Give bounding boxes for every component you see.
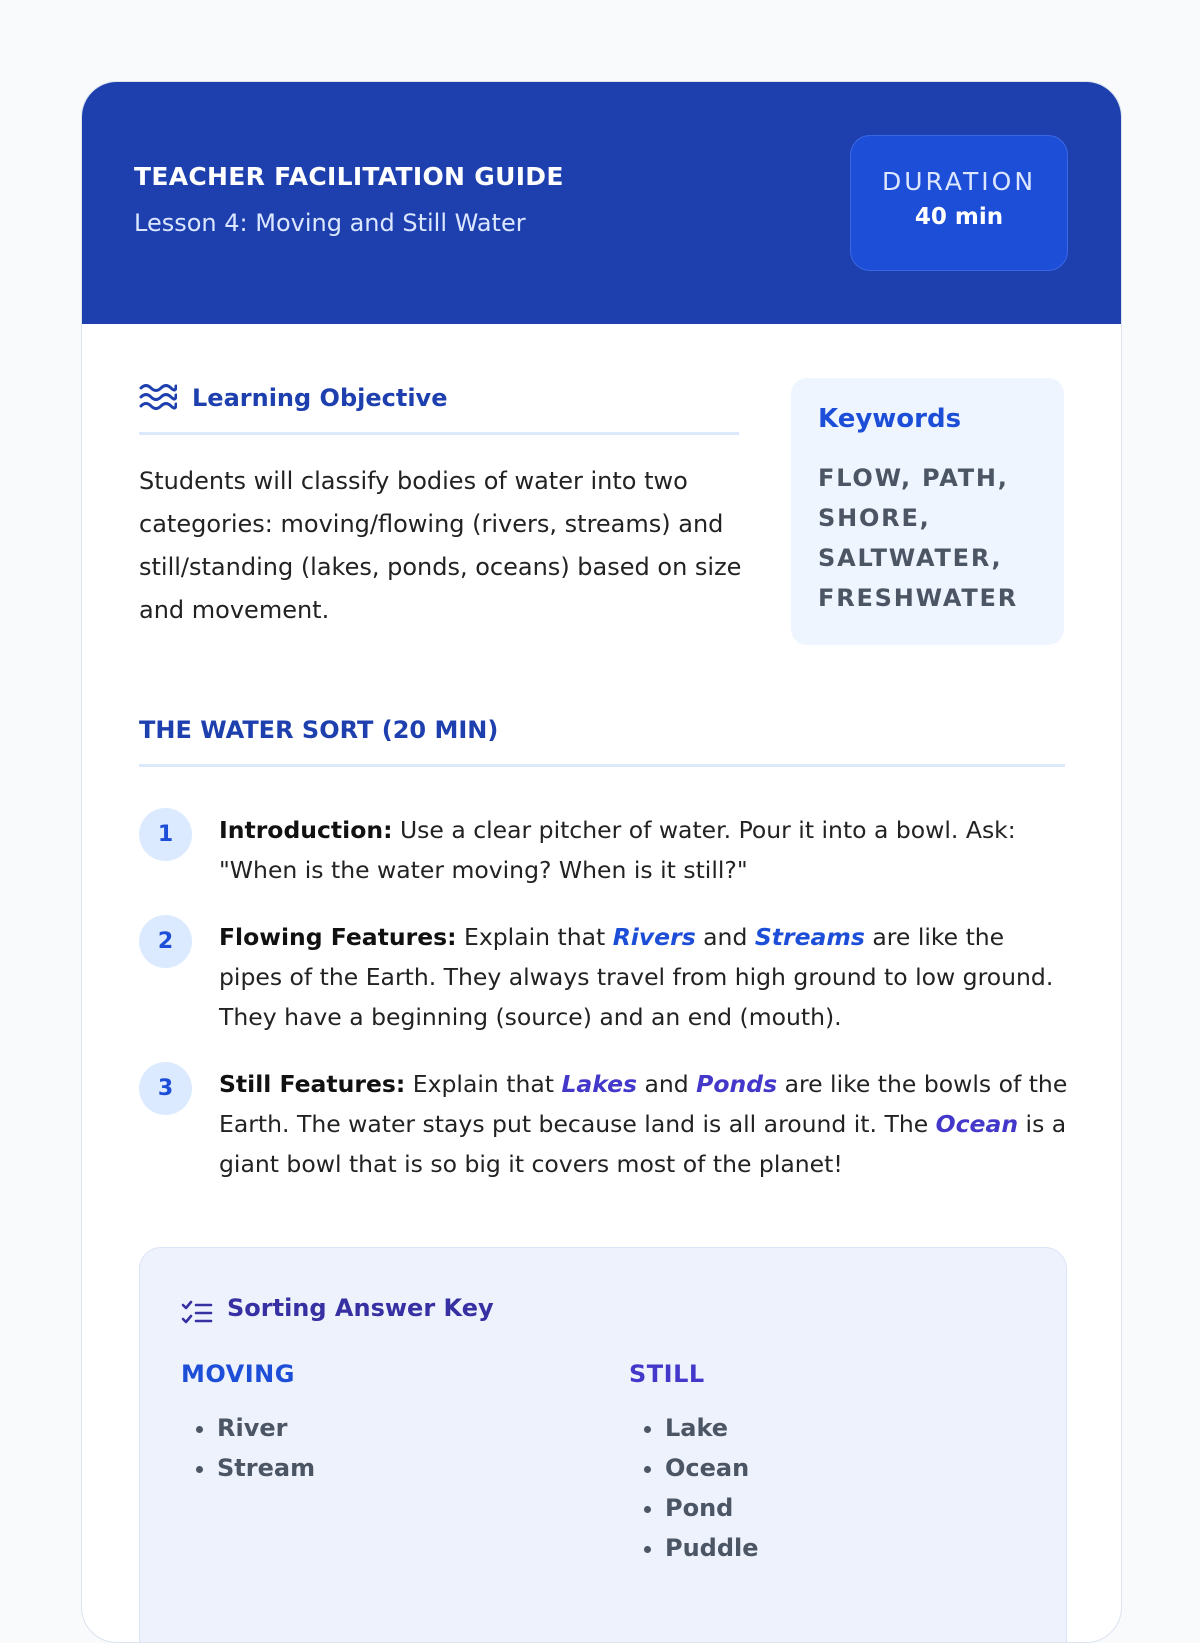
step-label: Flowing Features: [219,923,457,951]
keywords-list: FLOW, PATH, SHORE, SALTWATER, FRESHWATER [818,464,1018,612]
answer-key-title: Sorting Answer Key [227,1294,494,1322]
term-ponds: Ponds [696,1070,778,1098]
answer-key-box [139,1247,1067,1643]
keywords-title: Keywords [818,404,962,434]
step-body: and [695,923,755,951]
step-text [219,810,1069,890]
duration-badge [850,135,1068,271]
step-body: are like the pipes of the Earth. They always travel from high ground to low ground. They have a beginning (source) and an end (mouth). [219,923,1054,1031]
step-number-badge: 3 [139,1062,192,1115]
step-body: Explain that [456,923,613,951]
term-streams: Streams [754,923,865,951]
list-item: • Lake [665,1408,759,1448]
moving-list [181,1408,315,1488]
step-text [219,1064,1069,1184]
still-column [629,1360,759,1568]
step-body: are like the bowls of the Earth. The water stays put because land is all around it. The [219,1070,1068,1138]
lesson-subtitle: Lesson 4: Moving and Still Water [134,209,526,237]
term-lakes: Lakes [561,1070,638,1098]
moving-title: MOVING [181,1360,295,1388]
step-body: Explain that [405,1070,562,1098]
objective-text: Students will classify bodies of water into two categories: moving/flowing (rivers, streams) and still/standing (lakes, ponds, oceans) based on size and movement. [139,467,742,624]
list-item: • River [217,1408,315,1448]
step-label: Still Features: [219,1070,406,1098]
list-item: • Stream [217,1448,315,1488]
objective-title: Learning Objective [192,384,448,412]
list-item: • Puddle [665,1528,759,1568]
step-number-badge: 1 [139,808,192,861]
guide-card [81,81,1122,1643]
water-sort-title: THE WATER SORT (20 MIN) [139,716,499,744]
step-label: Introduction: [219,816,393,844]
objective-divider [139,432,739,435]
objective-heading [139,382,739,422]
term-ocean: Ocean [935,1110,1019,1138]
step-body: Use a clear pitcher of water. Pour it into a bowl. Ask: "When is the water moving? When is it still?" [219,816,1016,884]
list-item: • Ocean [665,1448,759,1488]
moving-column [181,1360,315,1488]
duration-value: 40 min [914,204,1004,230]
step-text [219,917,1069,1037]
term-rivers: Rivers [612,923,696,951]
water-waves-icon [139,382,177,414]
still-list [629,1408,759,1568]
still-title: STILL [629,1360,705,1388]
duration-label: DURATION [881,167,1037,196]
guide-header [82,82,1121,324]
keywords-box [791,378,1064,645]
guide-title: TEACHER FACILITATION GUIDE [134,162,564,191]
step-body: and [637,1070,697,1098]
step-number-badge: 2 [139,915,192,968]
water-sort-divider [139,764,1065,767]
step-body: is a giant bowl that is so big it covers most of the planet! [219,1110,1067,1178]
list-item: • Pond [665,1488,759,1528]
checklist-icon [181,1299,213,1329]
